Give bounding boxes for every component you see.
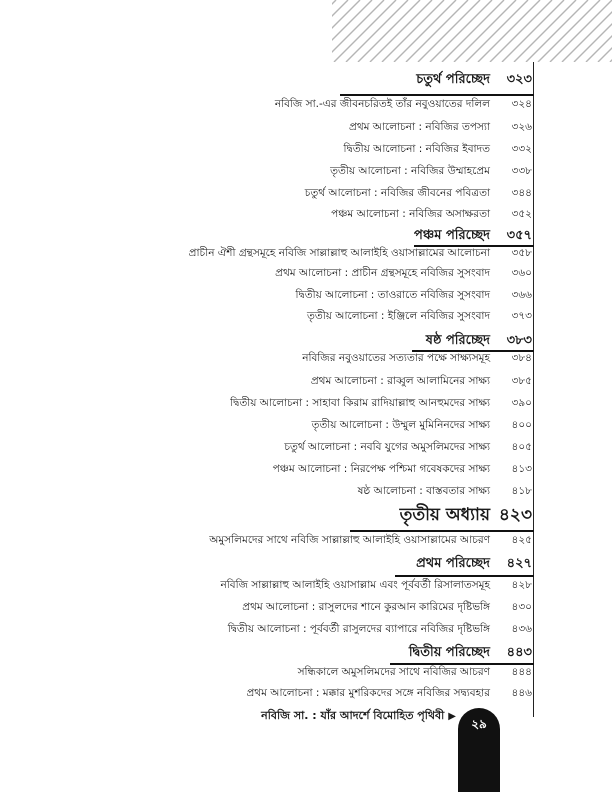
toc-page-number: ৪২৮ — [511, 578, 532, 591]
toc-entry — [298, 665, 532, 681]
toc-part-heading — [400, 503, 532, 529]
toc-page-number: ৩৫৭ — [506, 227, 532, 243]
toc-entry-title: দ্বিতীয় আলোচনা : নবিজির ইবাদত — [343, 142, 490, 155]
toc-entry — [284, 440, 532, 456]
toc-page-number: ৪১৩ — [511, 462, 532, 475]
toc-chapter-heading — [416, 70, 532, 90]
toc-chapter-heading — [416, 554, 532, 574]
toc-page-number: ৪৩০ — [511, 600, 532, 613]
toc-entry-title: তৃতীয় অধ্যায় — [399, 505, 490, 525]
toc-page-number: ৩৪৪ — [511, 186, 532, 199]
toc-entry — [305, 186, 532, 202]
toc-entry — [311, 418, 532, 434]
toc-page-number: ৪২৭ — [506, 555, 532, 571]
toc-entry-title: দ্বিতীয় আলোচনা : সাহাবা কিরাম রাদিয়াল্লাহু আনহুমদের সাক্ষ্য — [230, 396, 490, 409]
toc-page-number: ৩৮৫ — [511, 374, 532, 387]
toc-entry — [189, 246, 532, 262]
toc-entry-title: অমুসলিমদের সাথে নবিজি সাল্লাল্লাহু আলাইহি ওয়াসাল্লামের আচরণ — [209, 533, 490, 546]
triangle-arrow-icon: ▶ — [448, 710, 456, 722]
toc-page-number: ৪৪৩ — [506, 644, 532, 660]
book-title: নবিজি সা. : যাঁর আদর্শে বিমোহিত পৃথিবী — [261, 708, 445, 722]
toc-entry-title: ষষ্ঠ আলোচনা : বাস্তবতার সাক্ষ্য — [357, 484, 490, 497]
toc-entry-title: চতুর্থ পরিচ্ছেদ — [416, 71, 490, 87]
toc-entry-title: প্রথম আলোচনা : মক্কার মুশরিকদের সঙ্গে নবিজির সদ্ব্যবহার — [246, 686, 490, 699]
toc-entry-title: নবিজি সাল্লাল্লাহু আলাইহি ওয়াসাল্লাম এবং পূর্ববর্তী রিসালাতসমূহ — [220, 578, 490, 591]
toc-entry-title: চতুর্থ আলোচনা : নবিজির জীবনের পবিত্রতা — [304, 186, 490, 199]
toc-entry-title: পঞ্চম আলোচনা : নবিজির অসাক্ষরতা — [331, 207, 490, 220]
toc-entry-title: ষষ্ঠ পরিচ্ছেদ — [425, 332, 490, 348]
toc-page-number: ৩৬৬ — [511, 288, 532, 301]
toc-chapter-heading — [426, 331, 532, 351]
toc-entry — [343, 142, 532, 158]
toc-entry — [275, 97, 532, 113]
toc-entry — [330, 164, 532, 180]
toc-page-number: ৪২৫ — [511, 533, 532, 546]
toc-page-number: ৪১৮ — [511, 484, 532, 497]
toc-entry-title: দ্বিতীয় পরিচ্ছেদ — [408, 644, 490, 660]
toc-entry-title: তৃতীয় আলোচনা : নবিজির উম্মাহপ্রেম — [330, 164, 490, 177]
toc-page-number: ৪০৫ — [511, 440, 532, 453]
toc-page-number: ৩৯০ — [511, 396, 532, 409]
toc-entry-title: তৃতীয় আলোচনা : ইঞ্জিলে নবিজির সুসংবাদ — [306, 309, 490, 322]
toc-page-number: ৩৮৪ — [511, 351, 532, 364]
toc-entry-title: নবিজির নবুওয়াতের সত্যতার পক্ষে সাক্ষ্যসমূহ — [302, 351, 490, 364]
toc-page-number: ৪৩৬ — [511, 622, 532, 635]
toc-entry-title: প্রথম পরিচ্ছেদ — [416, 555, 490, 571]
toc-page-number: ৩৫২ — [511, 207, 532, 220]
toc-page-number: ৩৩৮ — [511, 164, 532, 177]
toc-entry — [275, 266, 532, 282]
toc-entry-title: পঞ্চম পরিচ্ছেদ — [414, 227, 490, 243]
toc-entry-title: দ্বিতীয় আলোচনা : পূর্ববর্তী রাসুলদের ব্যাপারে নবিজির দৃষ্টিভঙ্গি — [227, 622, 490, 635]
page-number: ২৯ — [471, 717, 487, 731]
toc-entry-title: পঞ্চম আলোচনা : নিরপেক্ষ পশ্চিমা গবেষকদের সাক্ষ্য — [272, 462, 490, 475]
toc-entry — [228, 622, 532, 638]
toc-entry — [295, 288, 532, 304]
toc-entry-title: নবিজি সা.-এর জীবনচরিতই তাঁর নবুওয়াতের দলিল — [274, 97, 490, 110]
toc-entry-title: প্রথম আলোচনা : রাব্বুল আলামিনের সাক্ষ্য — [310, 374, 490, 387]
toc-entry — [221, 578, 532, 594]
toc-entry — [349, 120, 532, 136]
toc-page-number: ৩২৪ — [511, 97, 532, 110]
toc-page-number: ৪০০ — [511, 418, 532, 431]
toc-entry-title: চতুর্থ আলোচনা : নববি যুগের অমুসলিমদের সাক্ষ্য — [284, 440, 490, 453]
toc-page-number: ৩২৩ — [506, 71, 532, 87]
toc-entry-title: দ্বিতীয় আলোচনা : তাওরাতে নবিজির সুসংবাদ — [295, 288, 490, 301]
toc-entry — [307, 309, 532, 325]
toc-entry — [311, 374, 532, 390]
toc-entry-title: প্রথম আলোচনা : নবিজির তপস্যা — [349, 120, 490, 133]
toc-page-number: ৩৫৮ — [511, 246, 532, 259]
toc-entry — [230, 396, 532, 412]
toc-page-number: ৩৭৩ — [511, 309, 532, 322]
toc-entry — [242, 600, 532, 616]
toc-page-number: ৪৪৪ — [511, 665, 532, 678]
toc-page-number: ৩২৬ — [511, 120, 532, 133]
toc-entry — [302, 351, 532, 367]
toc-page-number: ৩৩২ — [511, 142, 532, 155]
toc-page-number: ৪২৩ — [498, 505, 532, 525]
toc-entry — [273, 462, 532, 478]
running-footer-title — [261, 706, 456, 726]
toc-chapter-heading — [409, 643, 532, 663]
toc-entry — [246, 686, 532, 702]
toc-entry — [331, 207, 532, 223]
toc-entry — [358, 484, 532, 500]
toc-entry-title: প্রথম আলোচনা : রাসুলদের শানে কুরআন কারিমের দৃষ্টিভঙ্গি — [242, 600, 490, 613]
toc-entry-title: প্রাচীন ঐশী গ্রন্থসমূহে নবিজি সাল্লাল্লাহু আলাইহি ওয়াসাল্লামের আলোচনা — [188, 246, 490, 259]
toc-entry-title: প্রথম আলোচনা : প্রাচীন গ্রন্থসমূহে নবিজির সুসংবাদ — [275, 266, 490, 279]
toc-page-number: ৪৪৬ — [511, 686, 532, 699]
toc-page-number: ৩৮৩ — [506, 332, 532, 348]
toc-entry-title: সন্ধিকালে অমুসলিমদের সাথে নবিজির আচরণ — [297, 665, 490, 678]
toc-entry-title: তৃতীয় আলোচনা : উম্মুল মুমিনিনদের সাক্ষ্য — [311, 418, 490, 431]
toc-chapter-heading — [414, 226, 532, 246]
toc-entry — [209, 533, 532, 549]
toc-page-number: ৩৬০ — [511, 266, 532, 279]
